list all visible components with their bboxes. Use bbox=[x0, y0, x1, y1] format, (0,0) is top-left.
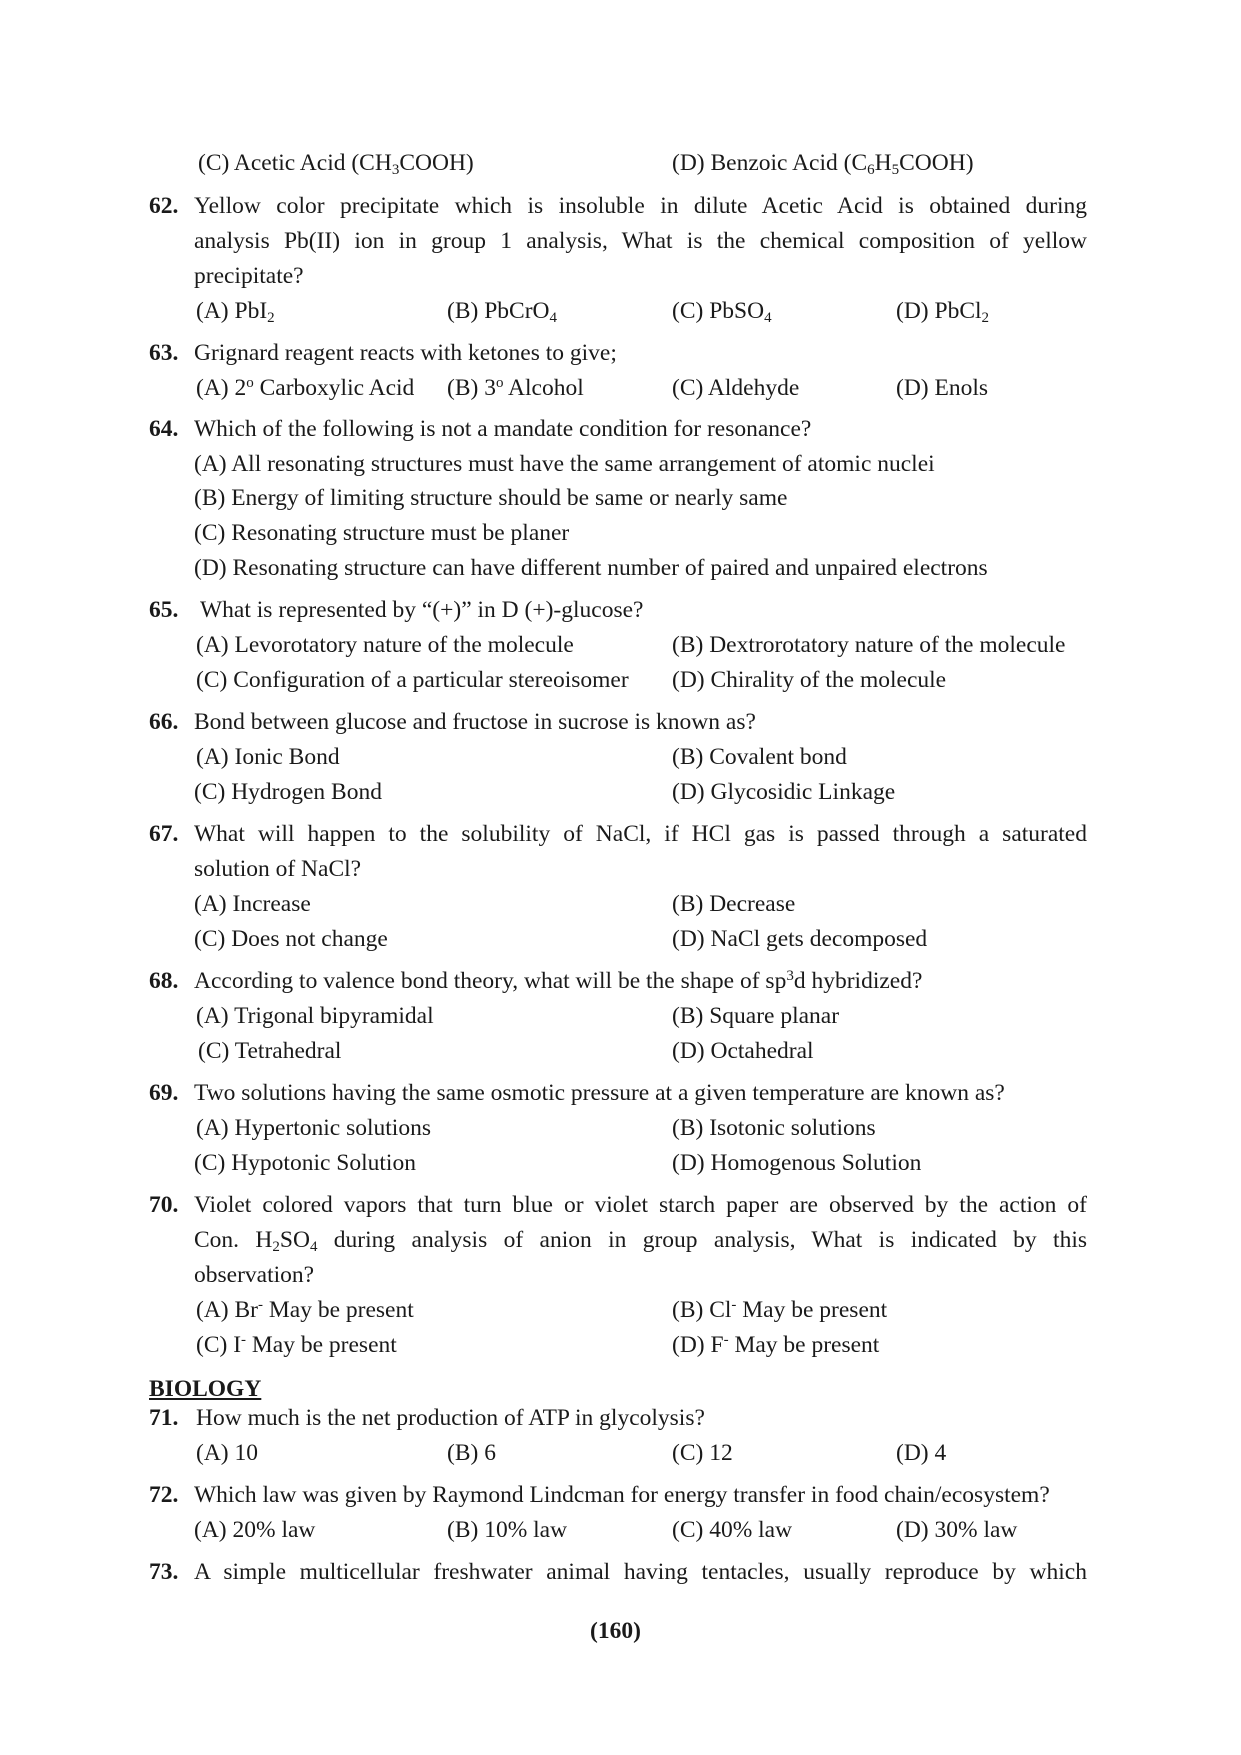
q62-text-line-1: Yellow color precipitate which is insoluble in dilute Acetic Acid is obtained during bbox=[194, 193, 1087, 219]
q70-option-a: (A) Br- May be present bbox=[196, 1297, 414, 1323]
q70-option-c: (C) I- May be present bbox=[196, 1332, 397, 1358]
q62-option-b: (B) PbCrO$_4$ bbox=[447, 298, 557, 326]
q68-number: 68. bbox=[149, 968, 179, 994]
q71-text: How much is the net production of ATP in glycolysis? bbox=[196, 1405, 705, 1431]
q65-option-b: (B) Dextrorotatory nature of the molecule bbox=[672, 632, 1066, 658]
q69-option-b: (B) Isotonic solutions bbox=[672, 1115, 876, 1141]
q69-option-c: (C) Hypotonic Solution bbox=[194, 1150, 416, 1176]
q72-option-a: (A) 20% law bbox=[194, 1517, 316, 1543]
q65-option-c: (C) Configuration of a particular stereoisomer bbox=[196, 667, 629, 693]
q66-option-a: (A) Ionic Bond bbox=[196, 744, 340, 770]
q63-text: Grignard reagent reacts with ketones to give; bbox=[194, 340, 617, 366]
q72-number: 72. bbox=[149, 1482, 179, 1508]
q64-option-c: (C) Resonating structure must be planer bbox=[194, 520, 570, 546]
q72-option-b: (B) 10% law bbox=[447, 1517, 568, 1543]
q71-option-b: (B) 6 bbox=[447, 1440, 496, 1466]
q66-option-b: (B) Covalent bond bbox=[672, 744, 847, 770]
q72-option-c: (C) 40% law bbox=[672, 1517, 793, 1543]
q67-text-line-2: solution of NaCl? bbox=[194, 856, 362, 882]
q63-option-a: (A) 2$^o$ Carboxylic Acid bbox=[196, 375, 415, 401]
q66-option-d: (D) Glycosidic Linkage bbox=[672, 779, 896, 805]
q70-text-line-2: Con. $H_2SO_4$ during analysis of anion in group analysis, What is indicated by this bbox=[194, 1227, 1087, 1255]
q68-option-a: (A) Trigonal bipyramidal bbox=[196, 1003, 434, 1029]
q70-text-line-3: observation? bbox=[194, 1262, 315, 1288]
q71-option-a: (A) 10 bbox=[196, 1440, 258, 1466]
q62-text-line-3: precipitate? bbox=[194, 263, 304, 289]
q67-number: 67. bbox=[149, 821, 179, 847]
q62-number: 62. bbox=[149, 193, 179, 219]
q67-option-c: (C) Does not change bbox=[194, 926, 388, 952]
section-heading-biology: BIOLOGY bbox=[149, 1376, 262, 1402]
q72-text: Which law was given by Raymond Lindcman for energy transfer in food chain/ecosystem? bbox=[194, 1482, 1050, 1508]
q61-option-d: (D) Benzoic Acid $(C_6H_5COOH)$ bbox=[672, 150, 974, 178]
q63-option-b: (B) 3$^o$ Alcohol bbox=[447, 375, 584, 401]
q71-number: 71. bbox=[149, 1405, 179, 1431]
q63-option-c: (C) Aldehyde bbox=[672, 375, 800, 401]
q68-option-d: (D) Octahedral bbox=[672, 1038, 814, 1064]
q69-option-d: (D) Homogenous Solution bbox=[672, 1150, 922, 1176]
q67-option-a: (A) Increase bbox=[194, 891, 311, 917]
q66-option-c: (C) Hydrogen Bond bbox=[194, 779, 382, 805]
q65-number: 65. bbox=[149, 597, 179, 623]
q62-text-line-2: analysis Pb(II) ion in group 1 analysis, What is the chemical composition of yellow bbox=[194, 228, 1087, 254]
q62-option-c: (C) PbSO$_4$ bbox=[672, 298, 772, 326]
q64-text: Which of the following is not a mandate condition for resonance? bbox=[194, 416, 812, 442]
q66-text: Bond between glucose and fructose in sucrose is known as? bbox=[194, 709, 756, 735]
q62-option-a: (A) PbI$_2$ bbox=[196, 298, 275, 326]
q65-option-a: (A) Levorotatory nature of the molecule bbox=[196, 632, 574, 658]
page-number: (160) bbox=[590, 1618, 641, 1644]
q62-option-d: (D) PbCl$_2$ bbox=[896, 298, 990, 326]
q63-number: 63. bbox=[149, 340, 179, 366]
q68-text: According to valence bond theory, what will be the shape of $sp^3d$ hybridized? bbox=[194, 968, 923, 994]
q67-option-d: (D) NaCl gets decomposed bbox=[672, 926, 928, 952]
q69-option-a: (A) Hypertonic solutions bbox=[196, 1115, 431, 1141]
q64-option-a: (A) All resonating structures must have the same arrangement of atomic nuclei bbox=[194, 451, 935, 477]
q71-option-c: (C) 12 bbox=[672, 1440, 733, 1466]
q70-option-b: (B) Cl- May be present bbox=[672, 1297, 888, 1323]
q67-option-b: (B) Decrease bbox=[672, 891, 796, 917]
q72-option-d: (D) 30% law bbox=[896, 1517, 1018, 1543]
q68-option-c: (C) Tetrahedral bbox=[198, 1038, 342, 1064]
q63-option-d: (D) Enols bbox=[896, 375, 989, 401]
q65-option-d: (D) Chirality of the molecule bbox=[672, 667, 947, 693]
q70-option-d: (D) F- May be present bbox=[672, 1332, 880, 1358]
q65-text: What is represented by “(+)” in D (+)-glucose? bbox=[200, 597, 644, 623]
q73-number: 73. bbox=[149, 1559, 179, 1585]
q71-option-d: (D) 4 bbox=[896, 1440, 947, 1466]
q66-number: 66. bbox=[149, 709, 179, 735]
q68-option-b: (B) Square planar bbox=[672, 1003, 840, 1029]
q69-number: 69. bbox=[149, 1080, 179, 1106]
q64-number: 64. bbox=[149, 416, 179, 442]
q64-option-d: (D) Resonating structure can have different number of paired and unpaired electrons bbox=[194, 555, 988, 581]
q61-option-c: (C) Acetic Acid $(CH_3COOH)$ bbox=[198, 150, 474, 178]
q70-number: 70. bbox=[149, 1192, 179, 1218]
q67-text-line-1: What will happen to the solubility of NaCl, if HCl gas is passed through a saturated bbox=[194, 821, 1087, 847]
q69-text: Two solutions having the same osmotic pressure at a given temperature are known as? bbox=[194, 1080, 1005, 1106]
q73-text: A simple multicellular freshwater animal having tentacles, usually reproduce by which bbox=[194, 1559, 1087, 1585]
q64-option-b: (B) Energy of limiting structure should be same or nearly same bbox=[194, 485, 788, 511]
q70-text-line-1: Violet colored vapors that turn blue or violet starch paper are observed by the action of bbox=[194, 1192, 1087, 1218]
